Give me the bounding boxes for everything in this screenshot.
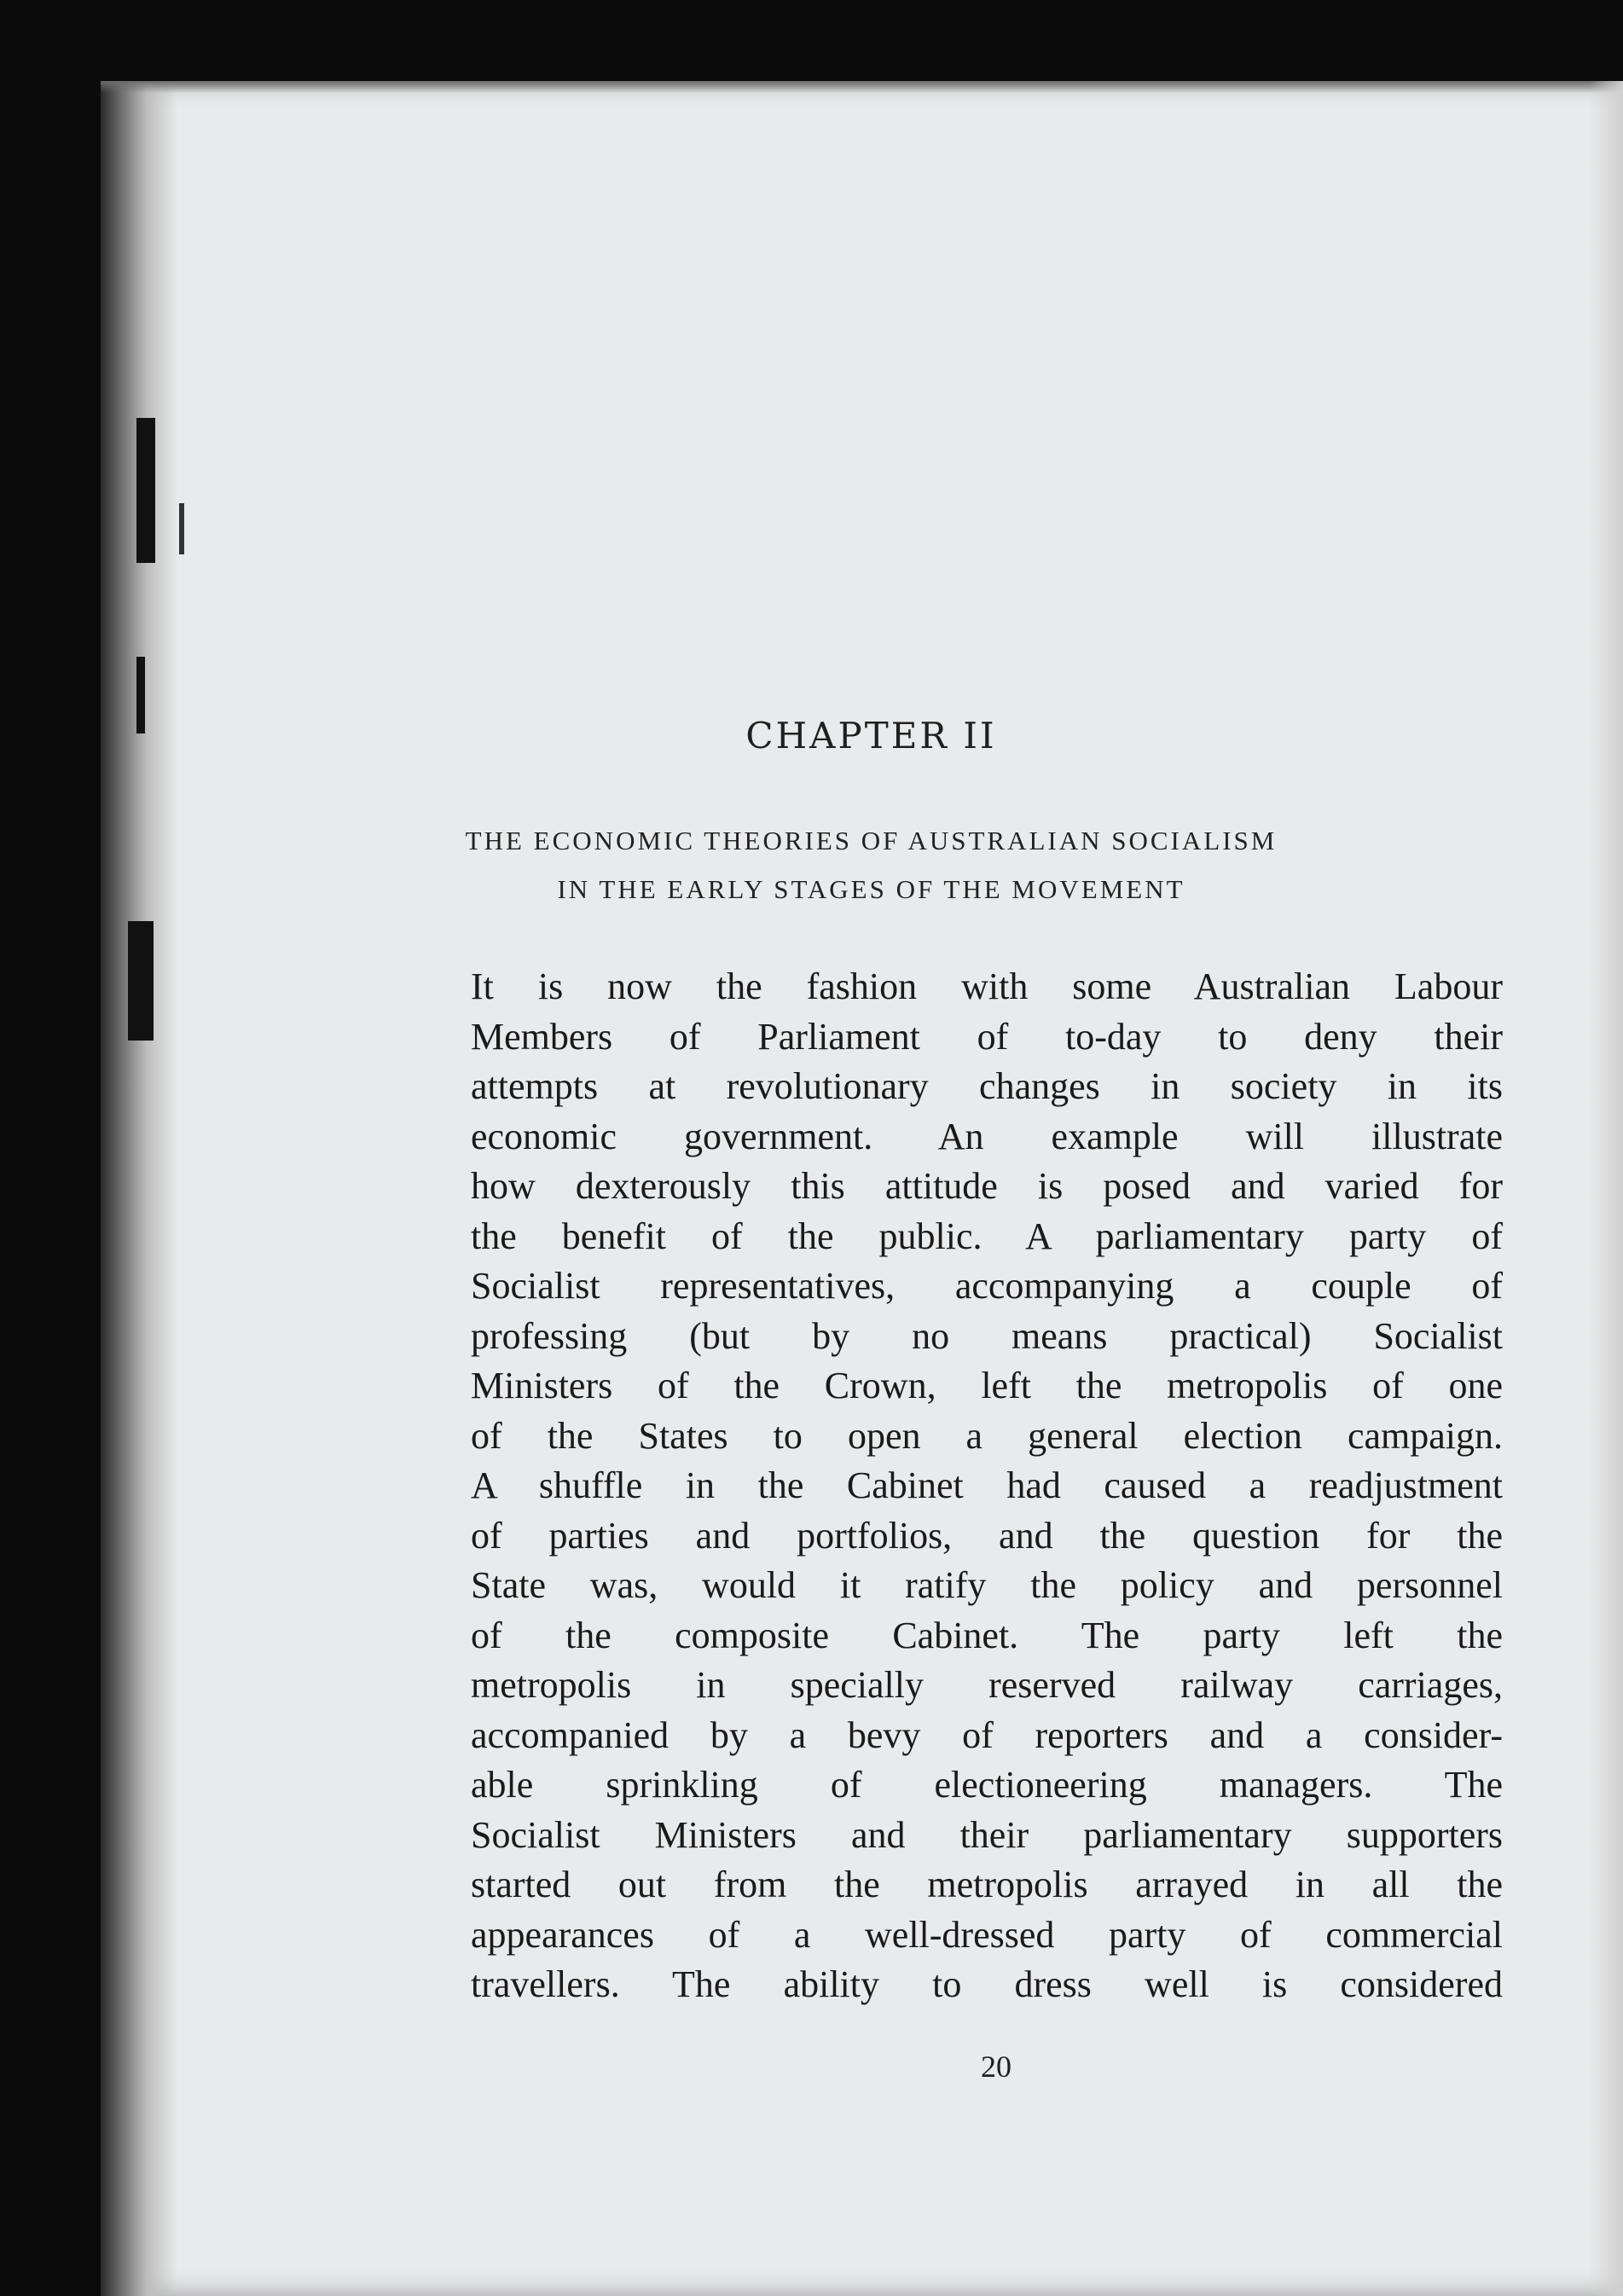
binding-mark: [128, 921, 154, 1041]
binding-mark: [179, 503, 184, 554]
text-line: appearances of a well-dressed party of commercial: [471, 1913, 1503, 1956]
binding-mark: [136, 418, 155, 563]
text-line: able sprinkling of electioneering managers. The: [471, 1764, 1503, 1806]
text-line: professing (but by no means practical) Socialist: [471, 1314, 1503, 1357]
text-line: economic government. An example will illustrate: [471, 1115, 1503, 1157]
text-line: Members of Parliament of to-day to deny their: [471, 1015, 1503, 1058]
page-top-edge: [101, 81, 1623, 93]
page-binding: [101, 81, 177, 2296]
text-line: It is now the fashion with some Australian Labour: [471, 965, 1503, 1007]
text-line: accompanied by a bevy of reporters and a consider-: [471, 1713, 1503, 1756]
page-right-edge: [1589, 81, 1623, 2296]
text-line: the benefit of the public. A parliamentary party of: [471, 1215, 1503, 1257]
text-line: of the States to open a general election campaign.: [471, 1414, 1503, 1457]
page-number: 20: [981, 2050, 1011, 2084]
text-line: Socialist representatives, accompanying a couple of: [471, 1265, 1503, 1307]
text-line: metropolis in specially reserved railway carriages,: [471, 1664, 1503, 1706]
text-line: started out from the metropolis arrayed in all the: [471, 1864, 1503, 1905]
body-text: [471, 962, 1503, 2010]
text-line: how dexterously this attitude is posed and varied for: [471, 1165, 1503, 1207]
chapter-title: CHAPTER II: [745, 715, 997, 757]
text-line: Socialist Ministers and their parliamentary supporters: [471, 1813, 1503, 1856]
chapter-subtitle-line-2: IN THE EARLY STAGES OF THE MOVEMENT: [557, 874, 1185, 904]
text-line: attempts at revolutionary changes in society in its: [471, 1065, 1503, 1107]
chapter-subtitle-line-1: THE ECONOMIC THEORIES OF AUSTRALIAN SOCIALISM: [465, 826, 1278, 855]
text-line: of the composite Cabinet. The party left the: [471, 1614, 1503, 1656]
text-line: State was, would it ratify the policy and personnel: [471, 1564, 1503, 1606]
text-line: of parties and portfolios, and the question for the: [471, 1514, 1503, 1557]
text-line: travellers. The ability to dress well is considered: [471, 1963, 1503, 2005]
text-line: Ministers of the Crown, left the metropolis of one: [471, 1365, 1503, 1406]
text-line: A shuffle in the Cabinet had caused a readjustment: [471, 1464, 1503, 1506]
